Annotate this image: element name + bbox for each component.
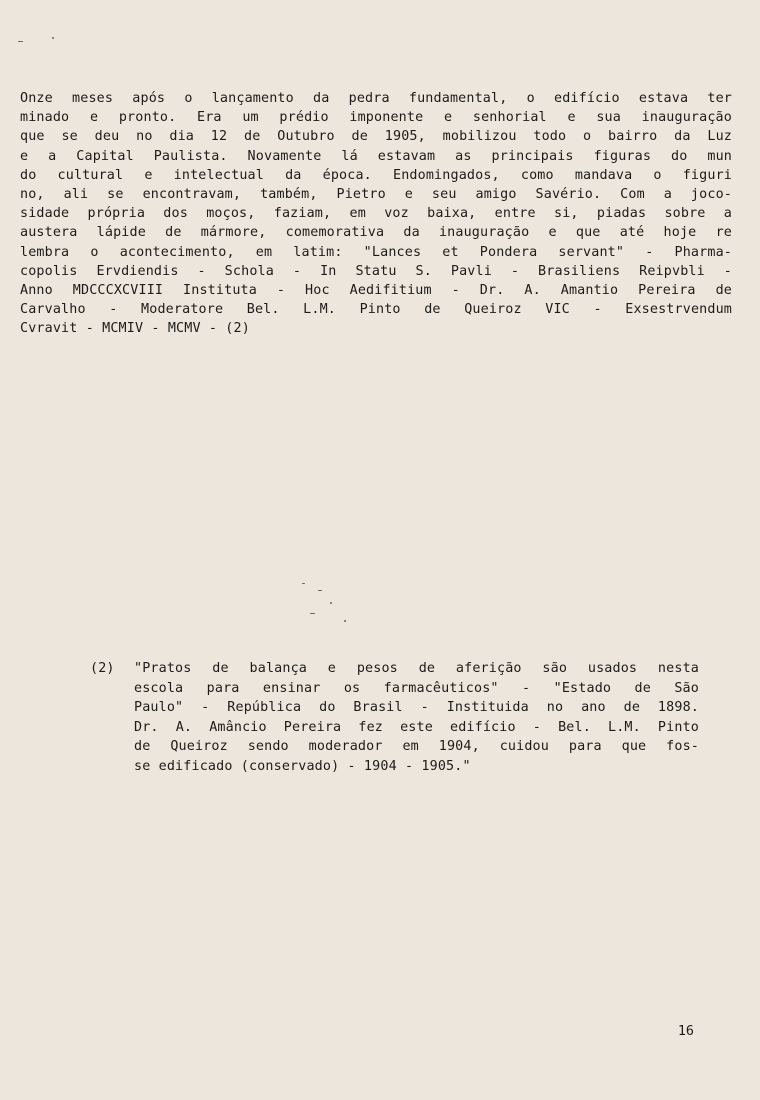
footnote-line: de Queiroz sendo moderador em 1904, cuidou para que fos-: [134, 739, 699, 754]
paragraph-line: austera lápide de mármore, comemorativa da inauguração e que até hoje re: [20, 225, 732, 241]
paragraph-line: e a Capital Paulista. Novamente lá estavam as principais figuras do mun: [20, 148, 732, 164]
paragraph-line: Cvravit - MCMIV - MCMV - (2): [20, 321, 250, 337]
page-number: 16: [677, 1024, 694, 1039]
paper-speck: [318, 590, 322, 591]
paragraph-line: no, ali se encontravam, também, Pietro e seu amigo Savério. Com a joco-: [20, 187, 732, 203]
paragraph-line: lembra o acontecimento, em latim: "Lances et Pondera servant" - Pharma-: [20, 244, 732, 260]
footnote-marker: (2): [90, 661, 115, 676]
paper-speck: [330, 602, 332, 604]
footnote-line: "Pratos de balança e pesos de aferição são usados nesta: [134, 661, 699, 676]
paragraph-line: do cultural e intelectual da época. Endomingados, como mandava o figuri: [20, 167, 732, 183]
paragraph-line: minado e pronto. Era um prédio imponente e senhorial e sua inauguração: [20, 110, 732, 126]
footnote-line: se edificado (conservado) - 1904 - 1905.": [134, 758, 471, 774]
footnote-line: Dr. A. Amâncio Pereira fez este edifício - Bel. L.M. Pinto: [134, 719, 699, 735]
paper-speck: [344, 620, 346, 622]
paper-speck: [310, 613, 315, 614]
paragraph-line: que se deu no dia 12 de Outubro de 1905, mobilizou todo o bairro da Luz: [20, 129, 732, 145]
paragraph-line: Carvalho - Moderatore Bel. L.M. Pinto de Queiroz VIC - Exsestrvendum: [20, 302, 732, 318]
main-paragraph: [20, 89, 732, 339]
footnote-line: escola para ensinar os farmacêuticos" - "Estado de São: [134, 680, 699, 696]
paragraph-line: Anno MDCCCXCVIII Instituta - Hoc Aedifitium - Dr. A. Amantio Pereira de: [20, 283, 732, 299]
paper-speck: [52, 37, 54, 39]
paragraph-line: copolis Ervdiendis - Schola - In Statu S. Pavli - Brasiliens Reipvbli -: [20, 263, 732, 279]
paper-speck: [302, 583, 305, 584]
paper-speck: [18, 41, 23, 42]
footnote-text: [134, 659, 699, 776]
footnote-line: Paulo" - República do Brasil - Instituida no ano de 1898.: [134, 700, 699, 715]
paragraph-line: Onze meses após o lançamento da pedra fundamental, o edifício estava ter: [20, 91, 732, 106]
paragraph-line: sidade própria dos moços, faziam, em voz baixa, entre si, piadas sobre a: [20, 206, 732, 222]
